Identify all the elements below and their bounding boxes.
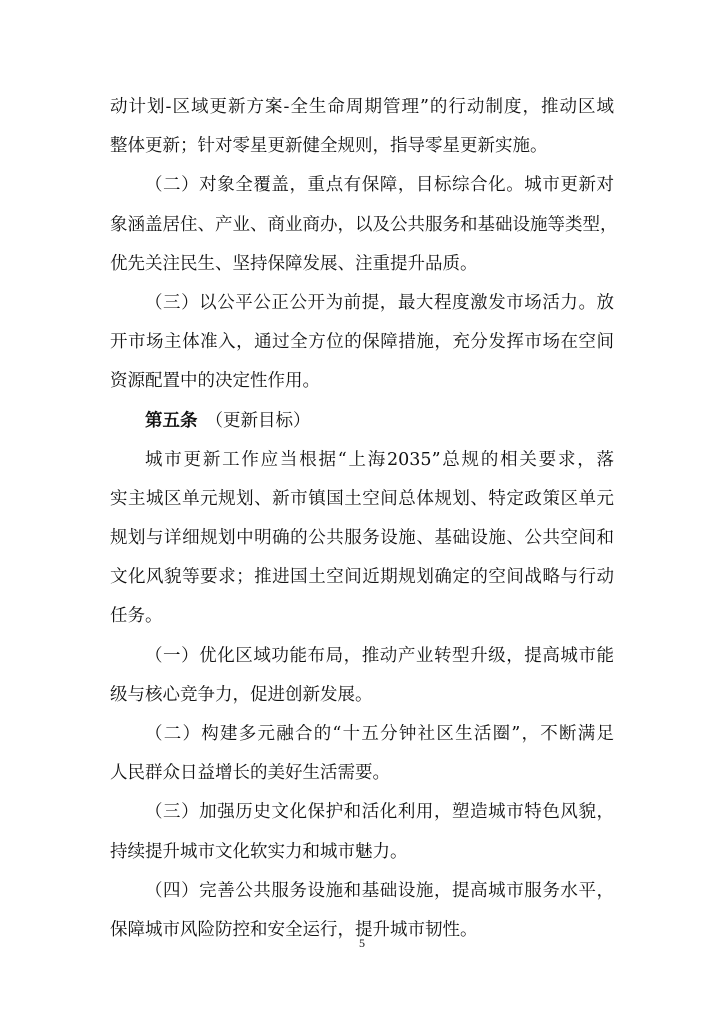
article-subtitle: （更新目标）	[205, 410, 311, 431]
paragraph-line: 整体更新；针对零星更新健全规则，指导零星更新实施。	[110, 136, 548, 157]
page-number: 5	[359, 936, 365, 950]
article-title: 第五条	[145, 410, 198, 431]
paragraph-line: （三）加强历史文化保护和活化利用，塑造城市特色风貌，	[145, 802, 614, 823]
paragraph-line: 级与核心竞争力，促进创新发展。	[110, 684, 373, 705]
paragraph-line: 实主城区单元规划、新市镇国土空间总体规划、特定政策区单元	[110, 488, 614, 509]
paragraph-line: 优先关注民生、坚持保障发展、注重提升品质。	[110, 253, 478, 274]
paragraph-line: 城市更新工作应当根据“上海2035”总规的相关要求，落	[145, 449, 614, 470]
paragraph-line: 开市场主体准入，通过全方位的保障措施，充分发挥市场在空间	[110, 332, 614, 353]
document-body	[110, 88, 618, 950]
paragraph-line: 任务。	[110, 606, 163, 627]
paragraph-line: 保障城市风险防控和安全运行，提升城市韧性。	[110, 919, 478, 940]
paragraph-line: 资源配置中的决定性作用。	[110, 371, 320, 392]
paragraph-line: （一）优化区域功能布局，推动产业转型升级，提高城市能	[145, 645, 614, 666]
paragraph-line: 文化风貌等要求；推进国土空间近期规划确定的空间战略与行动	[110, 567, 614, 588]
paragraph-line: 象涵盖居住、产业、商业商办，以及公共服务和基础设施等类型，	[110, 214, 618, 235]
paragraph-line: （四）完善公共服务设施和基础设施，提高城市服务水平，	[145, 880, 614, 901]
paragraph-line: 人民群众日益增长的美好生活需要。	[110, 763, 390, 784]
paragraph-line: （二）构建多元融合的“十五分钟社区生活圈”，不断满足	[145, 724, 614, 744]
paragraph-line: （三）以公平公正公开为前提，最大程度激发市场活力。放	[145, 292, 614, 313]
paragraph-line: 规划与详细规划中明确的公共服务设施、基础设施、公共空间和	[110, 528, 614, 549]
paragraph-line: 动计划-区域更新方案-全生命周期管理”的行动制度，推动区域	[110, 97, 614, 117]
paragraph-line: 持续提升城市文化软实力和城市魅力。	[110, 841, 408, 862]
article-heading	[110, 402, 614, 441]
paragraph-line: （二）对象全覆盖，重点有保障，目标综合化。城市更新对	[145, 175, 614, 196]
